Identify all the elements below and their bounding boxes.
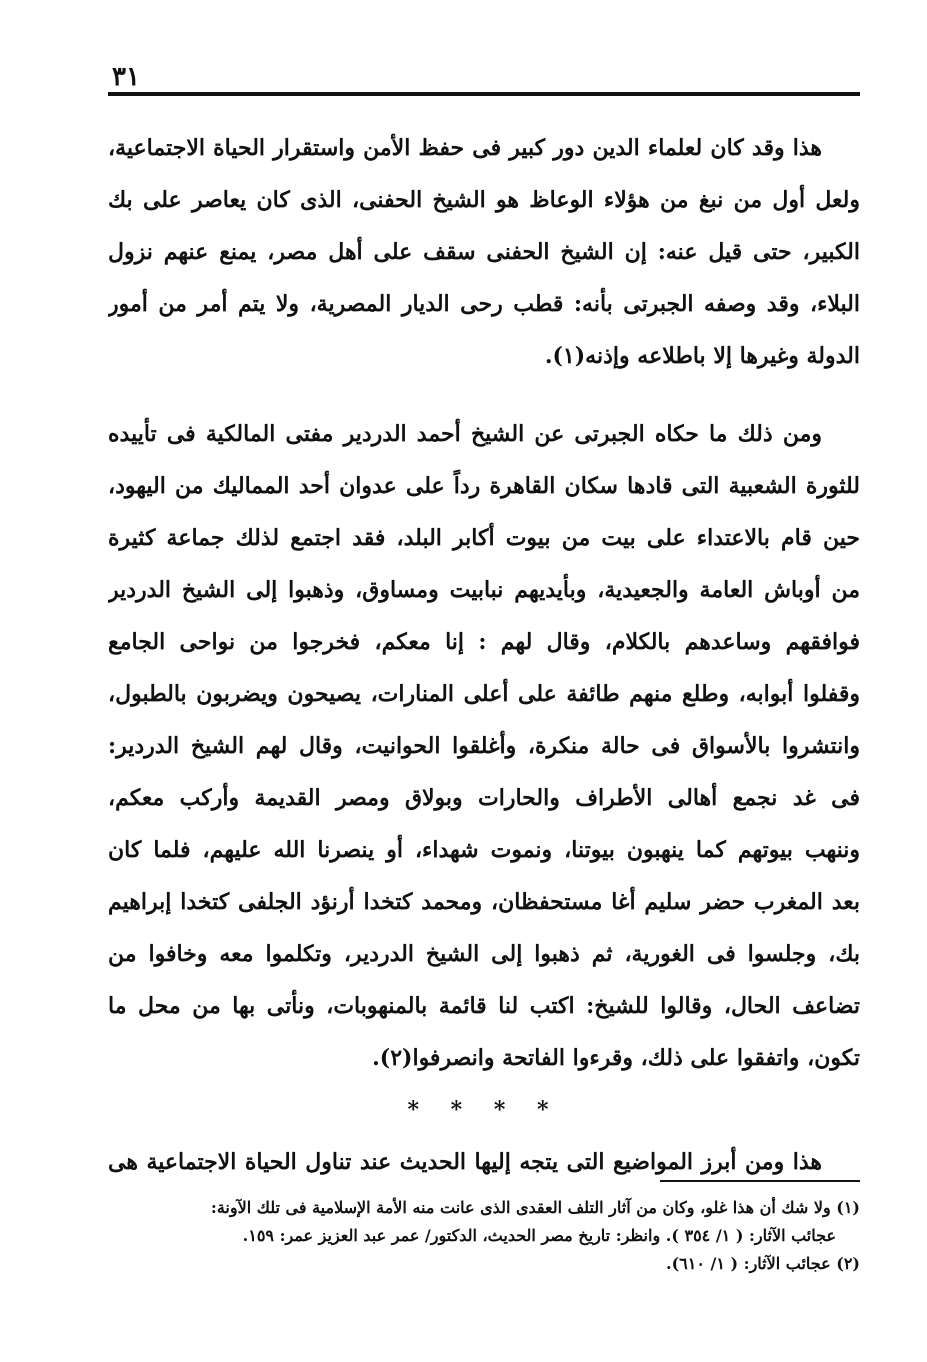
text-line: ومن ذلك ما حكاه الجبرتى عن الشيخ أحمد الدردير مفتى المالكية فى تأييده	[108, 421, 822, 447]
text-line: وننهب بيوتهم كما ينهبون بيوتنا، ونموت شهداء، أو ينصرنا الله عليهم، فلما كان	[108, 837, 860, 863]
body-text	[108, 122, 860, 1188]
text-line: الكبير، حتى قيل عنه: إن الشيخ الحفنى سقف على أهل مصر، يمنع عنهم نزول	[108, 239, 860, 265]
text-line: تكون، واتفقوا على ذلك، وقرءوا الفاتحة وانصرفوا(٢).	[372, 1045, 860, 1071]
text-line: للثورة الشعبية التى قادها سكان القاهرة رداً على عدوان أحد المماليك من اليهود،	[108, 473, 860, 499]
footnote-2: (٢) عجائب الآثار: ( ١/ ٦١٠).	[666, 1254, 860, 1273]
paragraph-gap	[108, 382, 860, 408]
text-line: هذا وقد كان لعلماء الدين دور كبير فى حفظ الأمن واستقرار الحياة الاجتماعية،	[108, 135, 822, 161]
text-line: وقفلوا أبوابه، وطلع منهم طائفة على أعلى المنارات، يصيحون ويضربون بالطبول،	[108, 681, 860, 707]
footnote-1-continuation: عجائب الآثار: ( ١/ ٣٥٤ ). وانظر: تاريخ مصر الحديث، الدكتور/ عمر عبد العزيز عمر: ١٥٩.	[242, 1226, 836, 1245]
paragraph-2	[108, 408, 860, 1084]
text-line: بك، وجلسوا فى الغورية، ثم ذهبوا إلى الشيخ الدردير، وتكلموا معه وخافوا من	[108, 941, 860, 967]
footnotes	[108, 1194, 860, 1278]
text-line: حين قام بالاعتداء على بيت من بيوت أكابر البلد، فقد اجتمع لذلك جماعة كثيرة	[108, 525, 860, 551]
text-line: الدولة وغيرها إلا باطلاعه وإذنه(١).	[544, 343, 860, 369]
text-line: وانتشروا بالأسواق فى حالة منكرة، وأغلقوا الحوانيت، وقال لهم الشيخ الدردير:	[108, 733, 860, 759]
section-separator: * * * *	[407, 1097, 561, 1123]
text-line: ولعل أول من نبغ من هؤلاء الوعاظ هو الشيخ الحفنى، الذى كان يعاصر على بك	[108, 187, 860, 213]
footnote-1: (١) ولا شك أن هذا غلو، وكان من آثار التلف العقدى الذى عانت منه الأمة الإسلامية فى تلك الآونة:	[210, 1198, 860, 1217]
text-line: فى غد نجمع أهالى الأطراف والحارات وبولاق ومصر القديمة وأركب معكم،	[108, 785, 860, 811]
paragraph-1	[108, 122, 860, 382]
page-number: ٣١	[112, 62, 140, 92]
text-line: البلاء، وقد وصفه الجبرتى بأنه: قطب رحى الديار المصرية، ولا يتم أمر من أمور	[108, 291, 860, 317]
text-line: فوافقهم وساعدهم بالكلام، وقال لهم : إنا معكم، فخرجوا من نواحى الجامع	[108, 629, 860, 655]
footnote-rule	[660, 1180, 860, 1182]
text-line: تضاعف الحال، وقالوا للشيخ: اكتب لنا قائمة بالمنهوبات، ونأتى بها من محل ما	[108, 993, 860, 1019]
header-rule	[108, 92, 860, 96]
text-line: بعد المغرب حضر سليم أغا مستحفظان، ومحمد كتخدا أرنؤد الجلفى كتخدا إبراهيم	[108, 889, 860, 915]
text-line: من أوباش العامة والجعيدية، وبأيديهم نبابيت ومساوق، وذهبوا إلى الشيخ الدردير	[108, 577, 860, 603]
text-line: هذا ومن أبرز المواضيع التى يتجه إليها الحديث عند تناول الحياة الاجتماعية هى	[108, 1149, 822, 1175]
